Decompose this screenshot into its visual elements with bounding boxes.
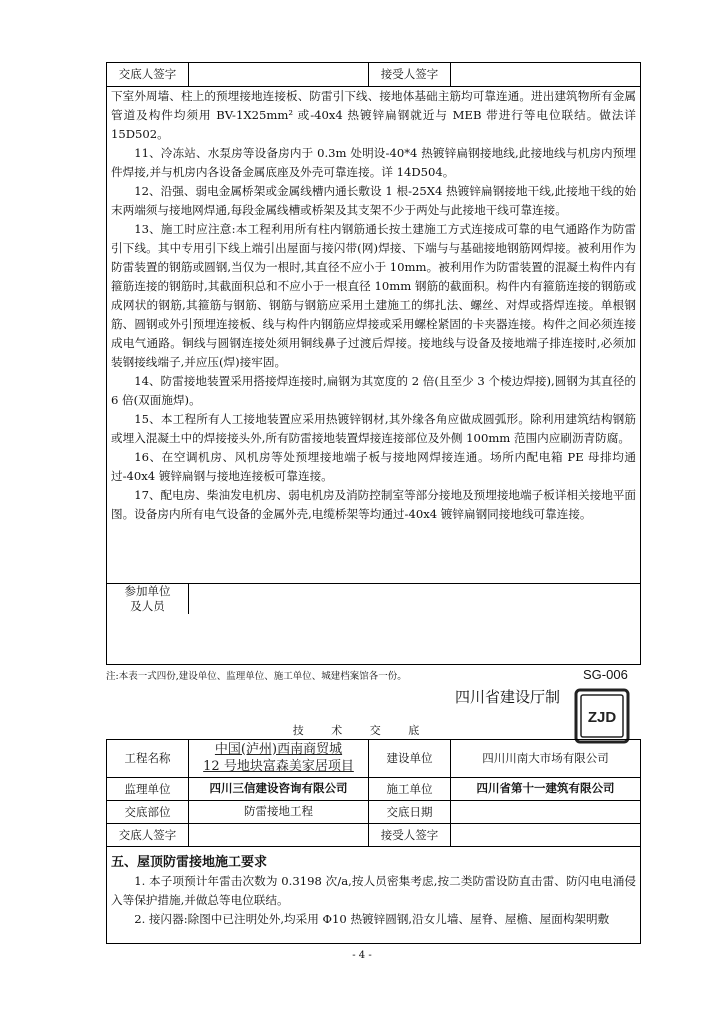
- date-label: 交底日期: [369, 801, 451, 823]
- handover-label-2: 交底人签字: [107, 824, 189, 846]
- receiver-label-2: 接受人签字: [369, 824, 451, 846]
- supervisor-label: 监理单位: [107, 778, 189, 800]
- supervisor-value: 四川三信建设咨询有限公司: [189, 778, 369, 800]
- date-value[interactable]: [451, 801, 640, 823]
- project-row: [107, 740, 640, 778]
- doc-title: 技 术 交 底: [292, 724, 432, 737]
- part-value: 防雷接地工程: [189, 801, 369, 823]
- logo-text: ZJD: [587, 709, 617, 726]
- paragraph: 17、配电房、柴油发电机房、弱电机房及消防控制室等部分接地及预埋接地端子板详相关接地平面图。设备房内所有电气设备的金属外壳,电缆桥架等均通过-40x4 镀锌扁钢同接地线可靠连接。: [111, 488, 636, 521]
- paragraph: 15、本工程所有人工接地装置应采用热镀锌钢材,其外缘各角应做成圆弧形。除利用建筑结构钢筋或埋入混凝土中的焊接接头外,所有防雷接地装置焊接连接部位及外侧 100mm 范围内应刷沥青防腐。: [111, 412, 636, 445]
- part-label: 交底部位: [107, 801, 189, 823]
- signature-row-2: [107, 824, 640, 847]
- participants-row: [107, 584, 640, 614]
- paragraph: 下室外周墙、柱上的预埋接地连接板、防雷引下线、接地体基础主筋均可靠连通。进出建筑物所有金属管道及构件均须用 BV-1X25mm² 或-40x4 热镀锌扁钢就近与 MEB 带进行等电位联结。做法详 15D502。: [111, 89, 636, 141]
- receiver-label: 接受人签字: [369, 63, 451, 86]
- handover-label: 交底人签字: [107, 63, 189, 86]
- contractor-value: 四川省第十一建筑有限公司: [476, 782, 615, 795]
- content-row: [107, 87, 640, 584]
- paragraph: 14、防雷接地装置采用搭接焊连接时,扁钢为其宽度的 2 倍(且至少 3 个棱边焊接),圆钢为其直径的 6 倍(双面施焊)。: [111, 374, 636, 407]
- paragraph: 16、在空调机房、风机房等处预埋接地端子板与接地网焊接连通。场所内配电箱 PE 母排均通过-40x4 镀锌扁钢与接地连接板可靠连接。: [111, 450, 636, 483]
- form-note: 注:本表一式四份,建设单位、监理单位、施工单位、城建档案馆各一份。: [106, 671, 407, 682]
- project-name-line2: 12 号地块富森美家居项目: [203, 758, 354, 774]
- participants-label: [107, 584, 189, 614]
- issuer: 四川省建设厅制: [455, 689, 561, 706]
- builder-value: 四川川南大市场有限公司: [482, 751, 609, 766]
- section-heading: 五、屋顶防雷接地施工要求: [111, 854, 268, 869]
- handover-signature-2[interactable]: [189, 824, 369, 846]
- content-block-2: [107, 847, 640, 929]
- form-code: SG-006: [583, 667, 628, 682]
- content-row-2: [107, 847, 640, 929]
- receiver-signature[interactable]: [451, 63, 640, 86]
- top-table: [106, 62, 641, 665]
- project-name-label: 工程名称: [107, 740, 189, 777]
- receiver-signature-2[interactable]: [451, 824, 640, 846]
- participants-field[interactable]: [189, 584, 640, 614]
- paragraph: 2. 接闪器:除图中已注明处外,均采用 Φ10 热镀锌圆钢,沿女儿墙、屋脊、屋檐、屋面构架明敷: [134, 912, 610, 926]
- content-text-2: [107, 872, 640, 929]
- signature-row: [107, 63, 640, 87]
- builder-label: 建设单位: [369, 740, 451, 777]
- handover-signature[interactable]: [189, 63, 369, 86]
- supervisor-row: [107, 778, 640, 801]
- participants-label-line1: 参加单位: [124, 584, 171, 598]
- participants-label-line2: 及人员: [130, 598, 165, 613]
- page-number: - 4 -: [352, 950, 372, 961]
- paragraph: 1. 本子项预计年雷击次数为 0.3198 次/a,按人员密集考虑,按二类防雷设防直击雷、防闪电电涌侵入等保护措施,并做总等电位联结。: [111, 874, 636, 907]
- paragraph: 12、沿强、弱电金属桥架或金属线槽内通长敷设 1 根-25X4 热镀锌扁钢接地干线,此接地干线的始末两端须与接地网焊通,每段金属线槽或桥架及其支架不少于两处与此接地干线可靠连接。: [111, 184, 636, 217]
- contractor-label: 施工单位: [369, 778, 451, 800]
- tech-handover-table: [106, 739, 641, 944]
- content-text: [107, 87, 640, 524]
- project-name-line1: 中国(泸州)西南商贸城: [214, 741, 343, 757]
- paragraph: 11、冷冻站、水泵房等设备房内于 0.3m 处明设-40*4 热镀锌扁钢接地线,此接地线与机房内预埋件焊接,并与机房内各设备金属底座及外壳可靠连接。详 14D504。: [111, 146, 636, 179]
- paragraph: 13、施工时应注意:本工程利用所有柱内钢筋通长按土建施工方式连接成可靠的电气通路作为防雷引下线。其中专用引下线上端引出屋面与接闪带(网)焊接、下端与与基础接地钢筋网焊接。被利用作为防雷装置的钢筋或圆钢,当仅为一根时,其直径不应小于 10mm。被利用作为防雷装置的混凝土构件内有箍筋连接的钢筋时,其截面积总和不应小于一根直径 10mm 钢筋的截面积。构件内有箍筋连接的钢筋或成网状的钢筋,其箍筋与钢筋、钢筋与钢筋应采用土建施工的绑扎法、螺丝、对焊或搭焊连接。单根钢筋、圆钢或外引预埋连接板、线与构件内钢筋应焊接或采用螺栓紧固的卡夹器连接。构件之间必须连接成电气通路。铜线与圆钢连接处须用铜线鼻子过渡后焊接。接地线与设备及接地端子排连接时,必须加装钢接线端子,并应压(焊)接牢固。: [111, 222, 636, 369]
- part-row: [107, 801, 640, 824]
- project-name-value: [189, 740, 369, 777]
